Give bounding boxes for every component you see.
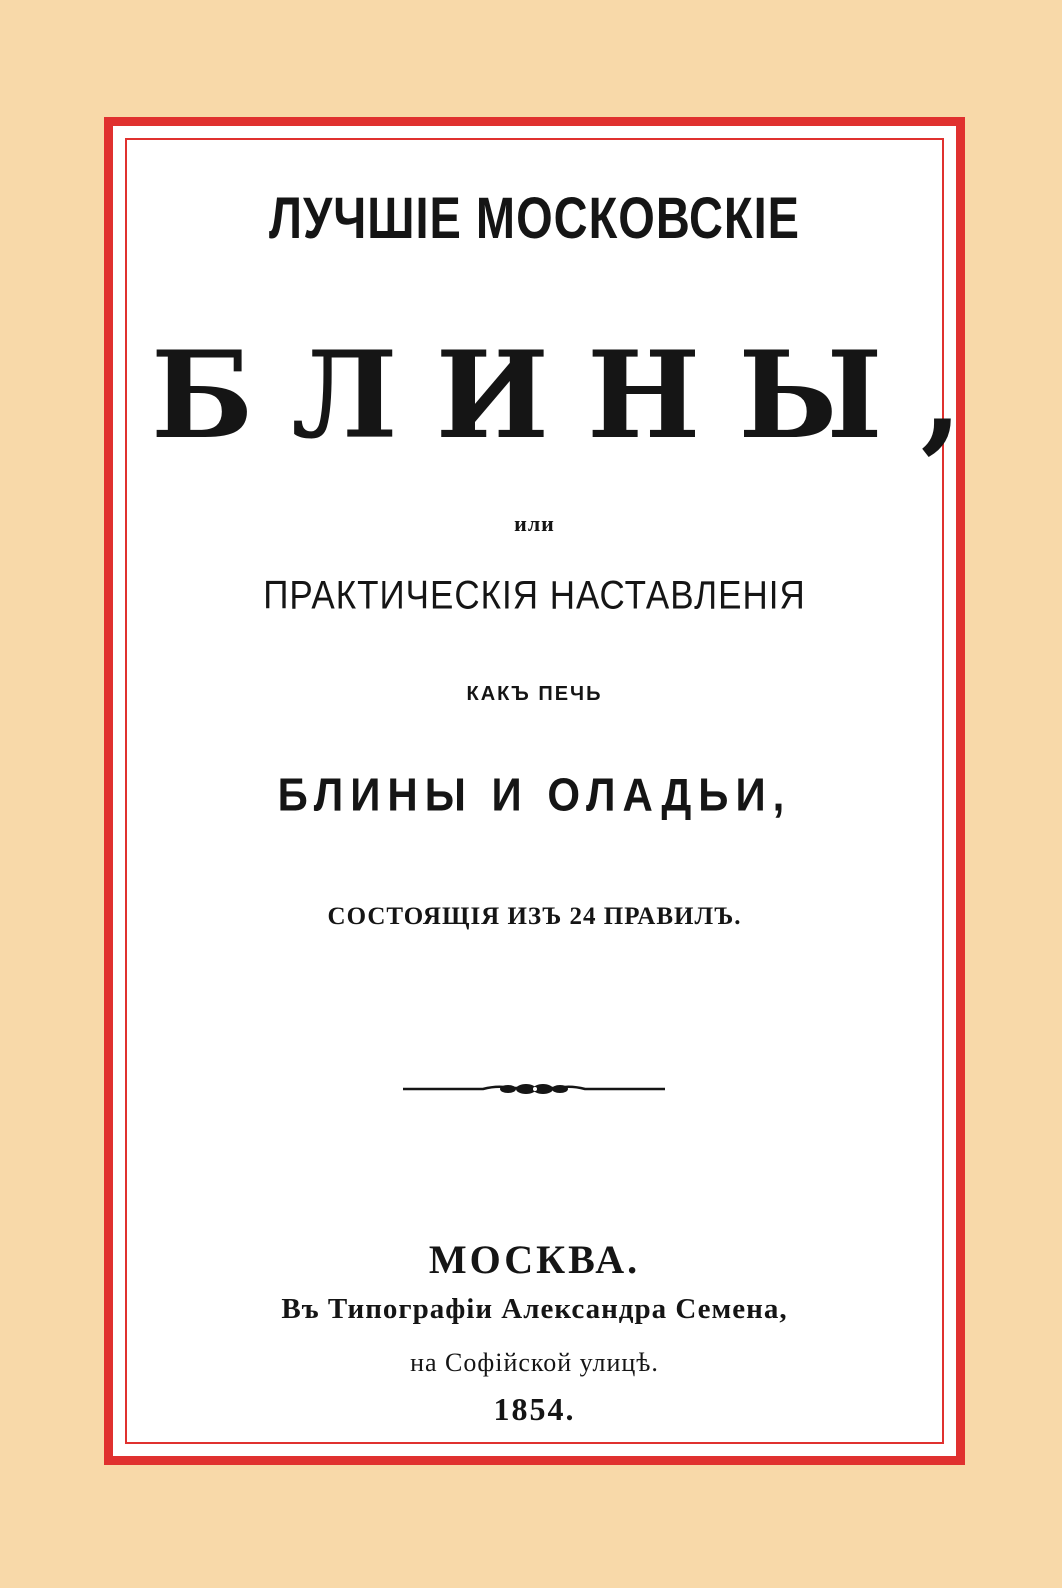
decorative-rule-icon [403, 1077, 665, 1101]
how-to-label: КАКЪ ПЕЧЬ [466, 683, 603, 705]
imprint-city: МОСКВА. [428, 1237, 641, 1282]
imprint-press: Въ Типографіи Александра Семена, [281, 1293, 788, 1325]
subtitle: ПРАКТИЧЕСКІЯ НАСТАВЛЕНІЯ [263, 573, 806, 618]
rules-count: СОСТОЯЩІЯ ИЗЪ 24 ПРАВИЛЪ. [327, 903, 742, 930]
imprint-year: 1854. [493, 1391, 576, 1427]
title-page [104, 117, 1001, 1465]
conjunction: или [514, 511, 555, 536]
title-top: ЛУЧШІЕ МОСКОВСКІЕ [268, 184, 801, 251]
dish-title: БЛИНЫ И ОЛАДЬИ, [277, 768, 792, 821]
main-title: БЛИНЫ, [151, 325, 1001, 466]
imprint-street: на Софійской улицѣ. [410, 1348, 659, 1377]
